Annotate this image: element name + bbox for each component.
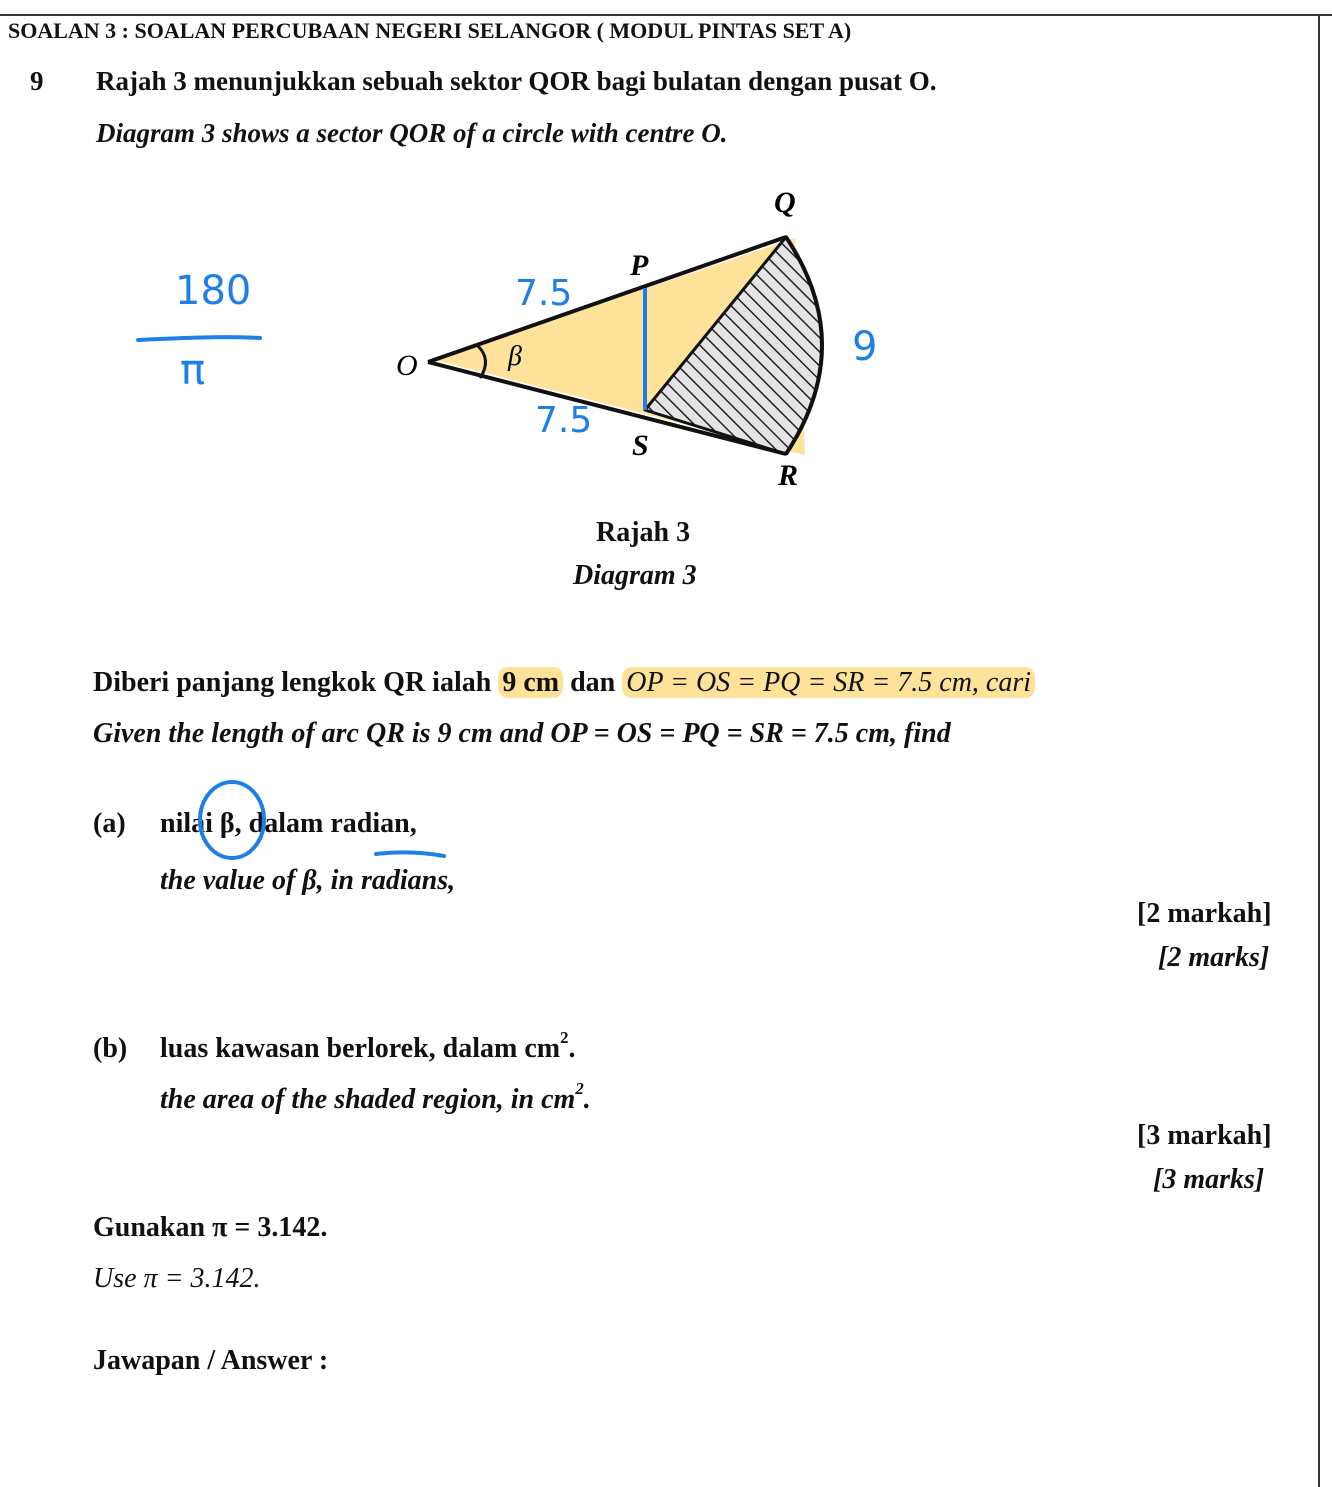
part-a-text-ms: nilai β, dalam radian, (160, 808, 417, 839)
given-ms-arc-length: 9 cm (498, 667, 563, 698)
part-b-text-ms-sup: 2 (560, 1028, 569, 1048)
diagram-caption-en: Diagram 3 (573, 560, 697, 591)
part-b-marks-ms: [3 markah] (1137, 1120, 1272, 1151)
point-o-label: O (396, 349, 418, 382)
given-line-en: Given the length of arc QR is 9 cm and OP = OS = PQ = SR = 7.5 cm, find (93, 718, 951, 749)
part-b-text-ms-end: . (568, 1033, 576, 1064)
part-a-marks-en: [2 marks] (1158, 942, 1270, 973)
part-b-text-en (160, 1079, 591, 1116)
pi-note-ms: Gunakan π = 3.142. (93, 1212, 328, 1243)
answer-label: Jawapan / Answer : (93, 1345, 329, 1376)
part-a-label: (a) (93, 808, 126, 839)
point-p-label: P (630, 249, 649, 282)
part-a-marks-ms: [2 markah] (1137, 898, 1272, 929)
handwritten-op-length: 7.5 (515, 273, 573, 314)
part-b-label: (b) (93, 1033, 128, 1064)
angle-beta-label: β (508, 341, 522, 372)
handwritten-annotations-a (190, 770, 480, 870)
part-a-text-en: the value of β, in radians, (160, 865, 456, 896)
given-ms-prefix: Diberi panjang lengkok QR ialah (93, 667, 492, 698)
diagram-caption-ms: Rajah 3 (596, 517, 691, 548)
part-b-marks-en: [3 marks] (1153, 1164, 1265, 1195)
given-ms-mid: dan (570, 667, 616, 698)
given-line-ms (93, 667, 1035, 699)
part-b-text-en-end: . (583, 1084, 591, 1115)
point-r-label: R (778, 459, 799, 492)
question-intro-en: Diagram 3 shows a sector QOR of a circle with centre O. (96, 118, 728, 148)
part-b-text-ms-body: luas kawasan berlorek, dalam cm (160, 1033, 561, 1064)
question-intro-ms: Rajah 3 menunjukkan sebuah sektor QOR bagi bulatan dengan pusat O. (96, 66, 937, 96)
handwritten-os-length: 7.5 (535, 400, 593, 441)
handwritten-fraction-bottom: π (180, 345, 206, 394)
handwritten-arc-length: 9 (852, 324, 878, 370)
given-ms-equation: OP = OS = PQ = SR = 7.5 cm, cari (622, 667, 1035, 698)
part-b-text-en-sup: 2 (575, 1079, 584, 1099)
pi-note-en: Use π = 3.142. (93, 1263, 261, 1294)
handwritten-fraction-top: 180 (175, 268, 252, 314)
part-b-text-ms (160, 1028, 576, 1065)
question-number: 9 (30, 66, 44, 96)
point-q-label: Q (774, 186, 796, 219)
part-b-text-en-body: the area of the shaded region, in cm (160, 1084, 576, 1115)
header-title: SOALAN 3 : SOALAN PERCUBAAN NEGERI SELANGOR ( MODUL PINTAS SET A) (8, 18, 852, 43)
point-s-label: S (632, 429, 649, 462)
